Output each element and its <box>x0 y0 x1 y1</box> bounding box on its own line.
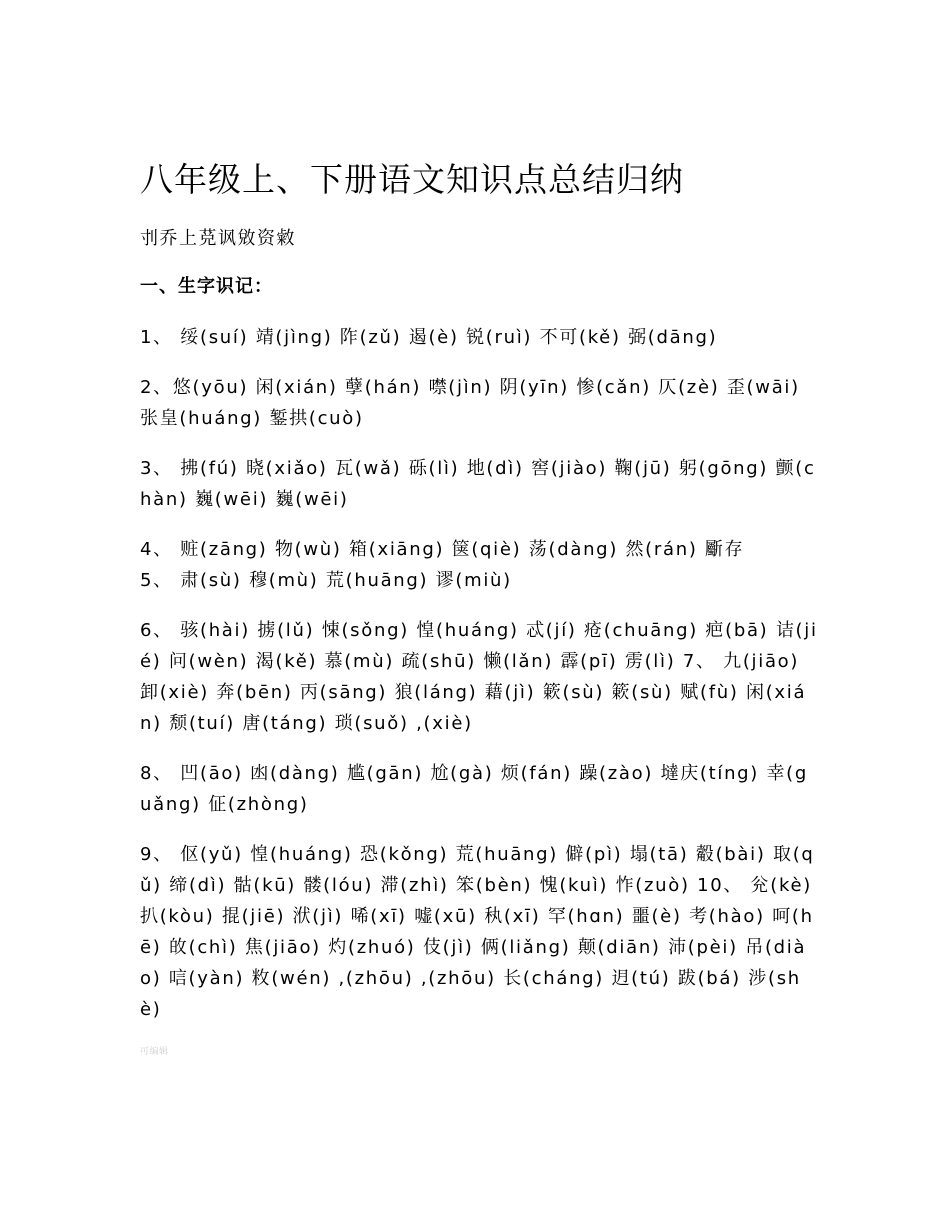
vocab-item-2: 2、悠(yōu) 闲(xián) 孽(hán) 噤(jìn) 阴(yīn) 惨(cǎn) 仄(zè) 歪(wāi) 张皇(huáng) 錾拱(cuò) <box>140 377 800 429</box>
vocab-item-6-7: 6、 骇(hài) 掳(lǔ) 悚(sǒng) 惶(huáng) 忒(jí) 疮(chuāng) 疤(bā) 诘(jié) 问(wèn) 渴(kě) 慕(mù) 疏(shū) 懒(lǎn) 霹(pī) 雳(lì) 7、 九(jiāo) 卸(xiè) 奔(bēn) 丙(sāng) 狼(láng) 藉(jì) 簌(sù) 簌(sù) 赋(fù) 闲(xián) 颓(tuí) 唐(táng) 琐(suǒ) ,(xiè) <box>140 620 818 734</box>
vocab-item-5: 5、 肃(sù) 穆(mù) 荒(huāng) 谬(miù) <box>140 570 512 591</box>
vocab-item-9-10: 9、 伛(yǔ) 惶(huáng) 恐(kǒng) 荒(huāng) 僻(pì) 塌(tā) 觳(bài) 取(qǔ) 缔(dì) 骷(kū) 髅(lóu) 滞(zhì) 笨(bèn) 愧(kuì) 怍(zuò) 10、 兊(kè) 扒(kòu) 掍(jiē) 洑(jì) 唏(xī) 嘘(xū) 秇(xī) 罕(hɑn) 噩(è) 考(hào) 呵(hē) 敀(chì) 焦(jiāo) 灼(zhuó) 伎(jì) 俩(liǎng) 颠(diān) 沛(pèi) 吊(diào) 唁(yàn) 敉(wén) ,(zhōu) ,(zhōu) 长(cháng) 迌(tú) 跋(bá) 涉(shè) <box>140 844 815 1020</box>
document-title: 八年级上、下册语文知识点总结归纳 <box>140 160 684 199</box>
vocab-item-8: 8、 凹(āo) 凼(dàng) 尴(gān) 尬(gà) 烦(fán) 躁(zào) 墶庆(tíng) 幸(guǎng) 佂(zhòng) <box>140 763 808 815</box>
vocab-item-4: 4、 赃(zāng) 物(wù) 箱(xiāng) 箧(qiè) 荡(dàng) 然(rán) 斸存 <box>140 539 745 560</box>
vocab-item-3: 3、 拂(fú) 晓(xiǎo) 瓦(wǎ) 砾(lì) 地(dì) 窖(jiào) 鞠(jū) 躬(gōng) 颤(chàn) 巍(wēi) 巍(wēi) <box>140 458 816 510</box>
vocab-item-1: 1、 绥(suí) 靖(jìng) 阼(zǔ) 遏(è) 锐(ruì) 不可(kě) 弼(dāng) <box>140 327 718 348</box>
editable-watermark: 可编辑 <box>140 1047 169 1057</box>
document-subtitle: 刌乔上莌讽敓资敹 <box>140 228 296 249</box>
document-page <box>140 150 820 1057</box>
section-heading-vocabulary: 一、生字识记： <box>140 276 273 297</box>
